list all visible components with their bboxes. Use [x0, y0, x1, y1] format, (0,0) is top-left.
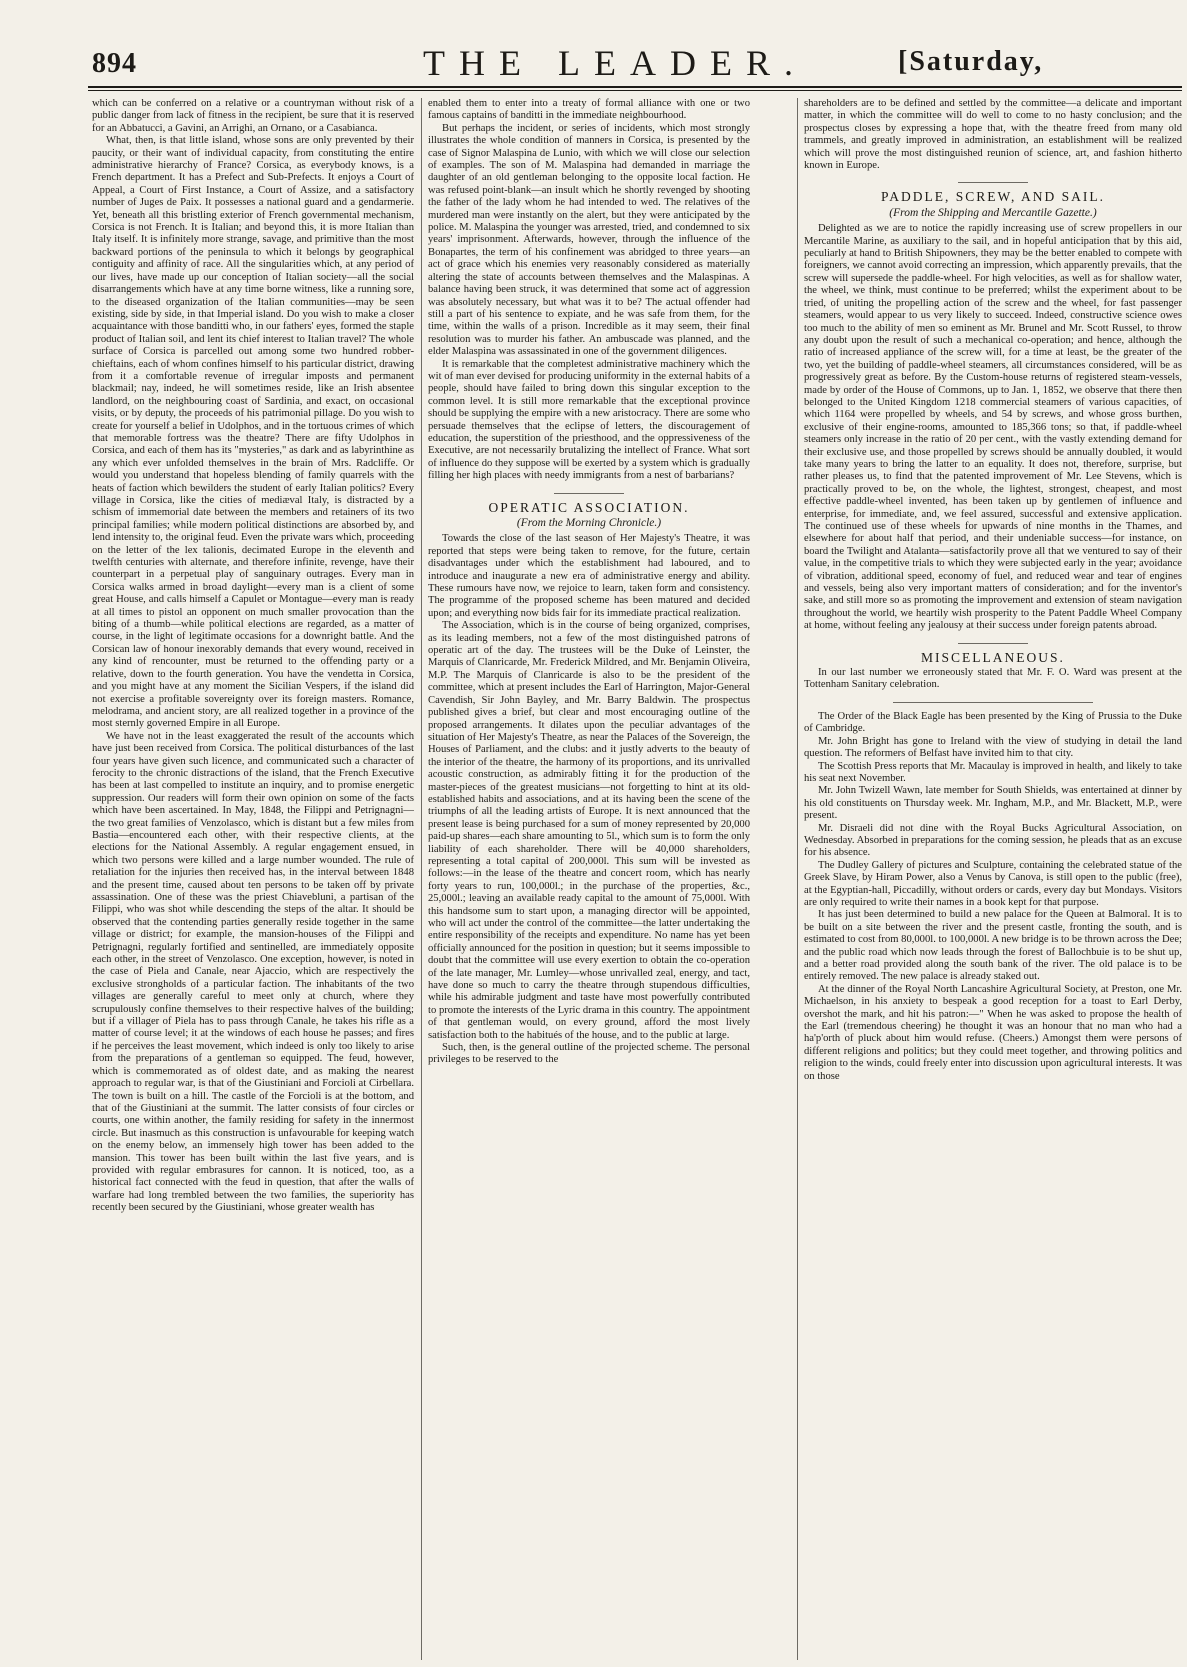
article-paragraph: which can be conferred on a relative or a countryman without risk of a public danger from lack of fitness in the recipient, be sure that it is reserved for an Abbatucci, a Gavini, an Arrighi, an Ornano, or a Casabianca. [92, 98, 414, 134]
section-title-operatic: OPERATIC ASSOCIATION. [488, 499, 690, 515]
masthead-rule-thin [88, 90, 1182, 91]
misc-paragraph: Mr. Disraeli did not dine with the Royal Bucks Agricultural Association, on Wednesday. Absorbed in preparations for the coming session, he pleads that as an excuse for his absence. [804, 822, 1182, 859]
article-paragraph: What, then, is that little island, whose sons are only prevented by their paucity, or their want of individual capacity, from constituting the entire administrative hierarchy of France? Corsica, as everybody knows, is a French department. It has a Prefect and Sub-Prefects. It enjoys a Court of Appeal, a Court of First Instance, a Court of Assize, and a satisfactory number of Juges de Paix. It possesses a national guard and a gendarmerie. Yet, beneath all this bristling exterior of French governmental mechanism, Corsica is not French. It is Italian; and beyond this, it is more Italian than Italy itself. It is infinitely more strange, savage, and primitive than the most backward portions of the peninsula to which it belongs by geographical contiguity and affinity of race. All the singularities which, at any period of our lives, have made up our conception of Italian society—all the social disarrangements which have at any time borne witness, like a running sore, to the diseased organization of the Italian communities—may be seen existing, side by side, in that Imperial island. Do you wish to make a closer acquaintance with those banditti who, in our fathers' eyes, formed the staple product of Italian soil, and lent its chief interest to Italian travel? The whole surface of Corsica is parcelled out among some two hundred robber-chieftains, each of whom confines himself to his particular district, drawing from it a comfortable revenue of irregular imposts and permanent blackmail; nay, indeed, he will sometimes reside, like an Irish absentee landlord, on the neighbouring coast of Sardinia, and exact, on occasional visits, or by deputy, the proceeds of his patrimonial pillage. Do you wish to create for yourself a belief in Udolphos, and in the tortuous crimes of which that memorable fortress was the theatre? There are fifty Udolphos in Corsica, and each of them has its "mysteries," as dark and as labyrinthine as any which ever unfolded themselves in the brain of Mrs. Radcliffe. Or would you understand that hopeless blending of family quarrels with the heats of faction which bewilders the student of early Italian politics? Every village in Corsica, like the cities of mediæval Italy, is distracted by a schism of immemorial date between the members and retainers of its two principal families; while modern political distinctions are absorbed by, and lend intensity to, the original feud. Even the private wars which, proceeding on the letter of the lex talionis, decimated Europe in the eleventh and twelfth centuries with alternate, and therefore infinite, revenge, have their counterpart in a perpetual play of sanguinary outrages. Every man in Corsica walks armed in broad daylight—every man is a client of some great House, and calls himself a Capulet or Montague—every man is ready at all times to pistol an opponent on much smaller provocation than the biting of a thumb—while political elections are regarded, as a matter of course, in the light of legitimate occasions for a downright battle. And the Corsican law of honour inexorably demands that every wound, received in any kind of rencounter, must be returned to the offending party or a relative, down to the fourth generation. You have the vendetta in Corsica, and you might have at any moment the Sicilian Vespers, if the island did not exercise a profitable sovereignty over its foreign masters. Romance, melodrama, and ancient story, are all realized together in a province of the most sternly governed Empire in all Europe. [92, 135, 414, 730]
newspaper-title: THE LEADER. [423, 43, 807, 83]
article-paragraph: enabled them to enter into a treaty of formal alliance with one or two famous captains of banditti in the immediate neighbourhood. [428, 98, 750, 122]
article-paragraph: It is remarkable that the completest administrative machinery which the wit of man ever devised for producing uniformity in the external habits of a people, should have failed to bring down this singular exception to the common level. It is still more remarkable that the exceptional province should be supplying the empire with a new aristocracy. There are some who persuade themselves that the eclipse of letters, the discouragement of education, the superstition of the priesthood, and the oppressiveness of the Executive, are not necessarily brutalizing the intellect of France. What sort of influence do they suppose will be exerted by a system which is gradually filling her high places with needy immigrants from a nest of barbarians? [428, 358, 750, 482]
page-number: 894 [92, 48, 137, 79]
article-paragraph: We have not in the least exaggerated the result of the accounts which have just been received from Corsica. The political disturbances of the last four years have given such licence, and communicated such a character of ferocity to the chronic distractions of the island, that the French Executive has been at last compelled to institute an inquiry, and to promise energetic suppression. Our readers will form their own opinion on some of the facts which have been ascertained. In May, 1848, the Filippi and Petrignagni—the two great families of Venzolasco, which is distant but a few miles from Bastia—encountered each other, with their respective clients, at the elections for the National Assembly. A regular engagement ensued, in which two persons were killed and a large number wounded. The rule of retaliation for the injuries then received has, in the interval between 1848 and the present time, caused about ten persons to be taken off by private assassination. One of these was the priest Chiavebluni, a partisan of the Filippi, who was shot while descending the steps of the altar. It should be observed that the contending parties generally reside together in the same village or district; for example, the mansion-houses of the Filippi and Petrignagni, regularly fortified and sentinelled, are immediately opposite each other, in the street of Venzolasco. One exception, however, is noted in the case of Piela and Canale, near Ajaccio, which are respectively the exclusive strongholds of a particular faction. The inhabitants of the two villages are generally careful to meet only at church, where they scrupulously confine themselves to their respective halves of the building; but if a villager of Piela has to pass through Canale, he takes his rifle as a matter of course level; it at the windows of each house he passes; and fires if he perceives the least movement, which indeed is only too likely to arise from the preparations of a gentleman so equipped. The feud, however, which is commemorated as of oldest date, and as making the nearest approach to regular war, is that of the Giustiniani and Forcioli at Cirbellara. The town is built on a hill. The castle of the Forcioli is at the bottom, and that of the Giustiniani at the summit. The latter consists of four circles or courts, one within another, the family residing for safety in the innermost circle. But inasmuch as this construction is unfavourable for keeping watch on the enemy below, an immensely high tower has been added to the mansion. This tower has been built within the last five years, and is provided with regular embrasures for cannon. It is noticed, too, as a historical fact connected with the feud in question, that after the walls of warfare had long trembled between the two families, the superiority has recently been secured by the Giustiniani, whose greater wealth has [92, 730, 414, 1214]
misc-paragraph: It has just been determined to build a new palace for the Queen at Balmoral. It is to be built on a site between the river and the present castle, fronting the south, and is estimated to cost from 80,000l. to 100,000l. A new bridge is to be thrown across the Dee; and the public road which now leads through the forest of Ballochbuie is to be shut up, and a better road provided along the south bank of the river. The old palace is to be entirely removed. The new palace is already staked out. [804, 909, 1182, 983]
column-3 [804, 98, 1182, 1660]
misc-paragraph: In our last number we erroneously stated that Mr. F. O. Ward was present at the Tottenham Sanitary celebration. [804, 667, 1182, 691]
section-separator [958, 643, 1028, 644]
section-title-miscellaneous: MISCELLANEOUS. [921, 649, 1065, 665]
article-paragraph: The Association, which is in the course of being organized, comprises, as its leading members, not a few of the most distinguished patrons of operatic art of the day. The trustees will be the Duke of Leinster, the Marquis of Clanricarde, Mr. Frederick Mildred, and Mr. Benjamin Oliveira, M.P. The Marquis of Clanricarde is also to be the president of the committee, which at present includes the Earl of Harrington, Major-General Cavendish, Sir John Bayley, and Mr. Barry Baldwin. The prospectus published gives a brief, but clear and most encouraging outline of the proposed arrangements. It dilates upon the peculiar advantages of the situation of Her Majesty's Theatre, as near the Palaces of the Sovereign, the Houses of Parliament, and the clubs: and it justly adverts to the beauty of the interior of the theatre, the harmony of its proportions, and its unrivalled acoustic construction, as admirably fitting it for the production of the master-pieces of the greatest musicians—not forgetting to hint at its old-established habits and associations, and at its having been the scene of the triumphs of all the leading artists of Europe. It is next announced that the present lease is being purchased for a sum of money represented by 20,000 paid-up shares—each share amounting to 5l., which sum is to form the only liability of each shareholder. There will be 40,000 shareholders, representing a total capital of 200,000l. This sum will be invested as follows:—in the lease of the theatre and concert room, which has nearly forty years to run, 100,000l.; in the purchase of the properties, &c., 25,000l.; leaving an available ready capital to the amount of 75,000l. With this handsome sum to start upon, a managing director will be appointed, who will act under the control of the committee—the latter undertaking the entire responsibility of the receipts and expenditure. No name has yet been officially announced for the position in question; but it seems impossible to doubt that the committee will use every exertion to obtain the co-operation of the late manager, Mr. Lumley—whose unrivalled zeal, energy, and tact, have done so much to carry the theatre through stupendous difficulties, while his admirable judgment and taste have most powerfully contributed to promote the interests of the Lyric drama in this country. The appointment of that gentleman would, on every ground, afford the most lively satisfaction both to the habitués of the house, and to the public at large. [428, 620, 750, 1041]
section-source-paddle: (From the Shipping and Mercantile Gazette.) [889, 206, 1097, 219]
article-paragraph: shareholders are to be defined and settled by the committee—a delicate and important matter, in which the committee will do well to come to no hasty conclusion; and the prospectus closes by expressing a hope that, with the theatre freed from many old trammels, and greatly improved in administration, an establishment will be realized which will prove the most distinguished reunion of science, art, and fashion hitherto known in Europe. [804, 98, 1182, 172]
masthead-day: [Saturday, [898, 46, 1044, 77]
misc-paragraph: Mr. John Twizell Wawn, late member for South Shields, was entertained at dinner by his old constituents on Thursday week. Mr. Ingham, M.P., and Mr. Blackett, M.P., were present. [804, 785, 1182, 822]
misc-paragraph: The Scottish Press reports that Mr. Macaulay is improved in health, and likely to take his seat next November. [804, 760, 1182, 784]
section-separator [554, 493, 624, 494]
section-separator [893, 702, 1093, 703]
column-divider-2 [797, 98, 798, 1660]
misc-paragraph: The Dudley Gallery of pictures and Sculpture, containing the celebrated statue of the Greek Slave, by Hiram Power, also a Venus by Canova, is still open to the public (free), at the Egyptian-hall, Piccadilly, without orders or cards, every day but Mondays. Visitors are only required to write their names in a book kept for that purpose. [804, 859, 1182, 908]
article-paragraph: Towards the close of the last season of Her Majesty's Theatre, it was reported that steps were being taken to remove, for the future, certain disadvantages under which the establishment had laboured, and to introduce and inaugurate a new era of administrative energy and ability. These rumours have now, we rejoice to learn, taken form and consistency. The programme of the proposed scheme has been matured and decided upon; and everything now bids fair for its immediate practical realization. [428, 533, 750, 619]
column-2 [428, 98, 750, 1660]
column-1 [92, 98, 414, 1660]
misc-paragraph: The Order of the Black Eagle has been presented by the King of Prussia to the Duke of Cambridge. [804, 710, 1182, 735]
column-divider-1 [421, 98, 422, 1660]
article-paragraph: But perhaps the incident, or series of incidents, which most strongly illustrates the whole condition of manners in Corsica, is presented by the case of Signor Malaspina de Lunio, with which we will close our selection of examples. The son of M. Malaspina had demanded in marriage the daughter of an old gentleman belonging to the opposite local faction. He was refused point-blank—an insult which he shortly revenged by shooting the father of the lady whom he had intended to wed. The relatives of the murdered man were instantly on the alert, but they were anticipated by the police. M. Malaspina the younger was arrested, tried, and condemned to six years' imprisonment. Afterwards, however, through the influence of the Bonapartes, the term of his confinement was abridged to three years—an act of grace which his enemies very reasonably considered as materially altering the state of accounts between themselves and the Malaspinas. A balance having been struck, it was determined that some act of aggression was absolutely necessary, but what was it to be? The actual offender had still a part of his sentence to expiate, and he was safe from them, for the time, within the walls of a prison. Incredible as it may seem, their final resolution was to murder his father. An ambuscade was planned, and the elder Malaspina was assassinated in one of the government diligences. [428, 122, 750, 358]
section-source-operatic: (From the Morning Chronicle.) [516, 517, 662, 529]
section-separator [958, 182, 1028, 183]
section-title-paddle: PADDLE, SCREW, AND SAIL. [880, 189, 1106, 205]
misc-paragraph: Mr. John Bright has gone to Ireland with the view of studying in detail the land question. The reformers of Belfast have invited him to that city. [804, 735, 1182, 760]
masthead-rule [88, 86, 1182, 88]
masthead [0, 0, 1187, 92]
article-paragraph: Such, then, is the general outline of the projected scheme. The personal privileges to be reserved to the [428, 1042, 750, 1066]
article-paragraph: Delighted as we are to notice the rapidly increasing use of screw propellers in our Mercantile Marine, as auxiliary to the sail, and in hopeful anticipation that by this aid, peculiarly at hand to British Shipowners, they may be the better enabled to compete with foreigners, we cannot avoid correcting an impression, which apparently prevails, that the screw will supersede the paddle-wheel. For high velocities, as well as for shallow water, the wheel, we think, must continue to be preferred; whilst the experiment about to be tried, of uniting the propelling action of the screw and the wheel, for fast passenger steamers, would appear to us very likely to succeed. Indeed, constructive science owes too much to the ability of men so eminent as Mr. Brunel and Mr. Scott Russel, to throw any doubt upon the result of such a mechanical co-operation; and hence, although the ratio of increased appliance of the screw will, for a time at least, be the greater of the two, yet the building of paddle-wheel steamers, all circumstances considered, will be as progressively great as before. By the Custom-house returns of registered steam-vessels, made by order of the House of Commons, up to Jan. 1, 1852, we observe that there then belonged to the United Kingdom 1218 commercial steamers of various capacities, of which 1164 were propelled by wheels, and 54 by screws, and whose gross burthen, exclusive of their engine-rooms, amounted to 185,366 tons; so that, if paddle-wheel steamers only increase in the ratio of 20 per cent., with the vastly extending demand for their exclusive use, and those propelled by screws should be annually doubled, it would take many years to bring the latter to an equality. It does not, therefore, surprise, but rather pleases us, to find that the patented improvement of Mr. Lee Stevens, which is practically proved to be, on the whole, the lightest, strongest, cheapest, and most effective paddle-wheel invented, has been taken up by gentlemen of influence and enterprise, for immediate, and, we feel assured, successful and extensive application. The continued use of these wheels for upwards of nine months in the Thames, and elsewhere for about half that period, and their undeniable success—for instance, on board the Twilight and Atalanta—satisfactorily prove all that we ventured to say of their value, in the competitive trials to which they were subjected early in the year; avoidance of vibration, additional speed, economy of fuel, and reduced wear and tear of engines and vessels, being also very important matters of consideration; and for the inventor's sake, and still more so as promoting the improvement and extension of steam navigation throughout the world, we heartily wish prosperity to the Patent Paddle Wheel Company at home, without feeling any jealousy at their success under foreign patents abroad. [804, 223, 1182, 632]
misc-paragraph: At the dinner of the Royal North Lancashire Agricultural Society, at Preston, one Mr. Michaelson, in his anxiety to bespeak a good reception for a toast to Earl Derby, overshot the mark, and hit his patron:—" When he was asked to propose the health of the Earl (tremendous cheering) he thought it was an honour that no man who had a ha'p'orth of pluck about him would refuse. (Cheers.) Amongst them were persons of different religions and politics; but they could meet together, and throwing politics and religion to the winds, could freely enter into discussion upon agricultural interests. It was on those [804, 983, 1182, 1082]
